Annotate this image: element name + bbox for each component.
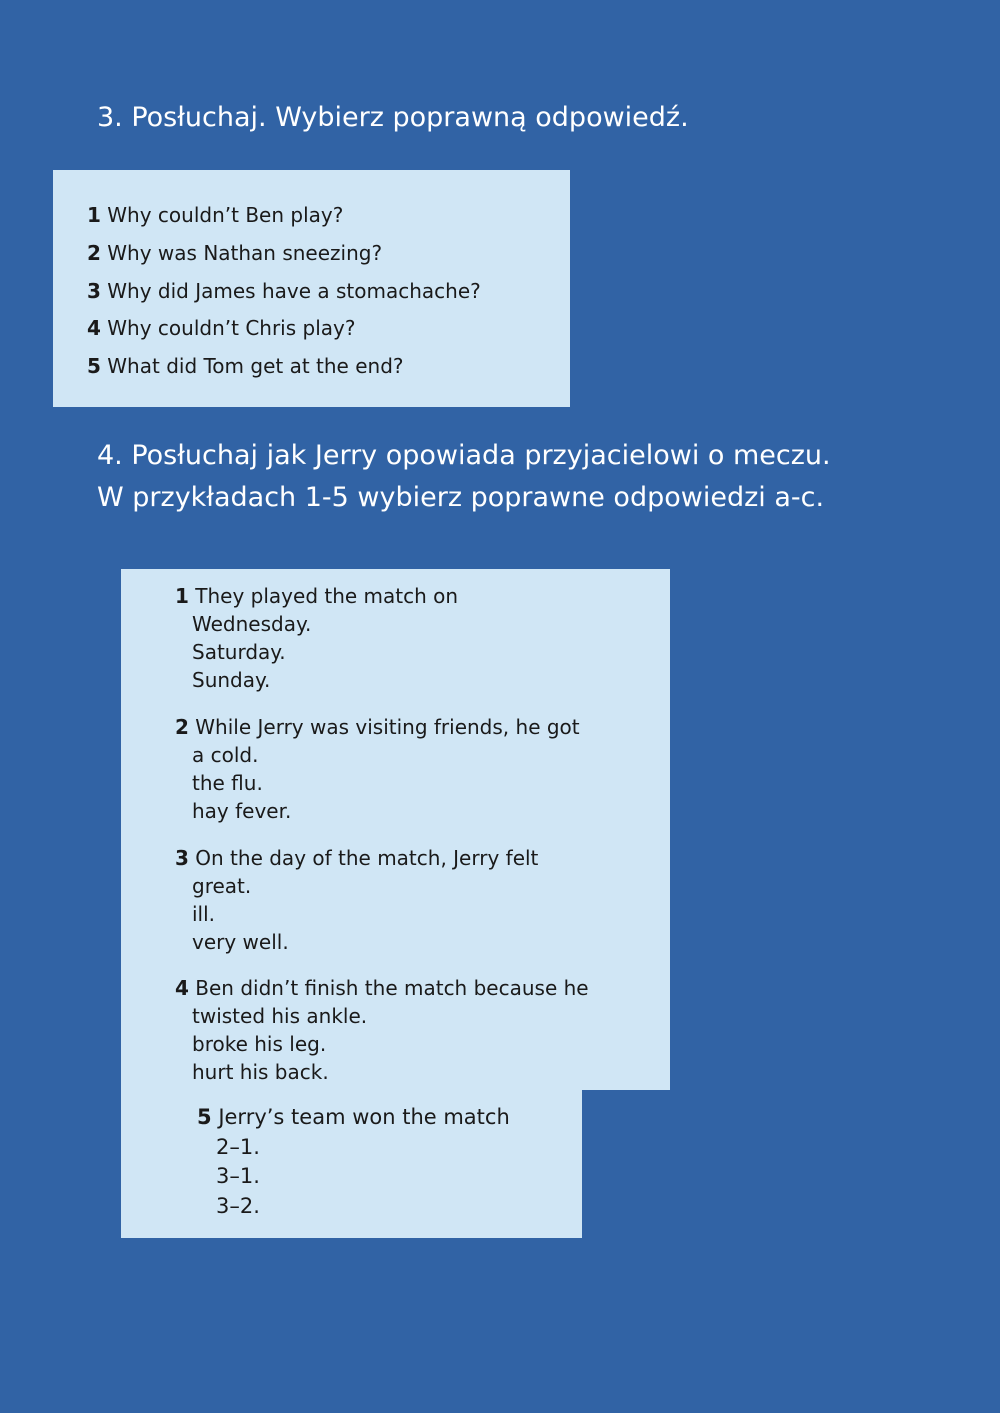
question-5 [87,353,404,379]
option-a[interactable]: a cold. [192,743,259,767]
option-c[interactable]: 3–2. [216,1193,260,1218]
item-stem-text: Jerry’s team won the match [218,1105,510,1129]
option-b[interactable]: ill. [192,902,216,926]
question-2 [87,240,382,266]
question-text: Why did James have a stomachache? [107,279,481,303]
question-number: 1 [87,203,101,227]
question-1 [87,202,343,228]
option-b[interactable]: broke his leg. [192,1032,327,1056]
question-text: What did Tom get at the end? [107,354,404,378]
option-c[interactable]: very well. [192,930,289,954]
option-a[interactable]: 2–1. [216,1134,260,1159]
item-stem [175,974,589,1002]
item-number: 2 [175,715,189,739]
item-stem [175,713,580,741]
option-c[interactable]: hay fever. [192,799,292,823]
question-text: Why was Nathan sneezing? [107,241,383,265]
exercise-4-heading-line-1: 4. Posłuchaj jak Jerry opowiada przyjacielowi o meczu. [97,440,831,471]
item-stem [175,844,538,872]
exercise-4-items-box [121,569,670,1090]
item-2 [175,713,580,825]
question-number: 4 [87,316,101,340]
option-a[interactable]: Wednesday. [192,612,312,636]
exercise-4-heading-line-2: W przykładach 1-5 wybierz poprawne odpowiedzi a-c. [97,482,825,513]
item-number: 3 [175,846,189,870]
question-3 [87,278,481,304]
option-a[interactable]: twisted his ankle. [192,1004,368,1028]
item-stem-text: While Jerry was visiting friends, he got [195,715,580,739]
option-b[interactable]: 3–1. [216,1164,260,1188]
question-number: 3 [87,279,101,303]
question-number: 5 [87,354,101,378]
exercise-3-heading: 3. Posłuchaj. Wybierz poprawną odpowiedź. [97,102,689,133]
item-stem [175,582,458,610]
item-stem-text: On the day of the match, Jerry felt [195,846,539,870]
item-stem-text: Ben didn’t finish the match because he [195,976,589,1000]
item-4 [175,974,589,1086]
item-3 [175,844,538,956]
question-text: Why couldn’t Chris play? [107,316,356,340]
item-number: 4 [175,976,189,1000]
question-text: Why couldn’t Ben play? [107,203,344,227]
option-c[interactable]: hurt his back. [192,1060,329,1084]
item-1 [175,582,458,694]
item-number: 1 [175,584,189,608]
item-number: 5 [197,1105,212,1129]
item-5 [197,1103,510,1221]
option-b[interactable]: the flu. [192,771,263,795]
item-stem [197,1103,510,1133]
question-4 [87,315,355,341]
option-a[interactable]: great. [192,874,252,898]
exercise-4-heading [97,435,831,519]
option-c[interactable]: Sunday. [192,668,271,692]
exercise-3-questions-box [53,170,570,407]
exercise-4-item-5-box [121,1090,582,1238]
item-stem-text: They played the match on [195,584,459,608]
question-number: 2 [87,241,101,265]
option-b[interactable]: Saturday. [192,640,286,664]
